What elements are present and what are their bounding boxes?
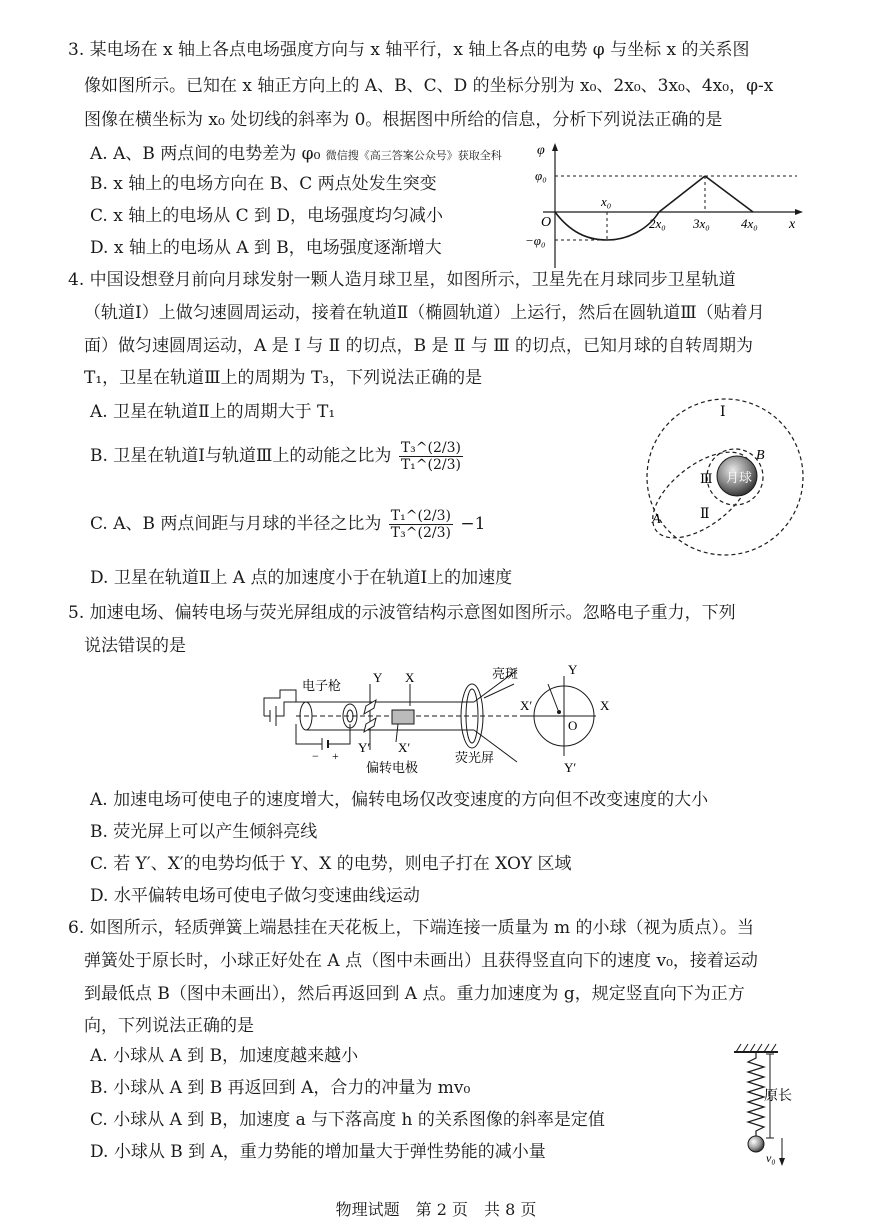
q6-option-d: D. 小球从 B 到 A，重力势能的增加量大于弹性势能的减小量 xyxy=(90,1142,546,1162)
fraction-denominator: T₃^(2/3) xyxy=(390,525,451,541)
q6-option-c: C. 小球从 A 到 B，加速度 a 与下落高度 h 的关系图像的斜率是定值 xyxy=(90,1110,605,1130)
phosphor-screen-label: 荧光屏 xyxy=(455,750,495,765)
phi-axis-label: φ xyxy=(537,143,545,158)
fraction-numerator: T₃^(2/3) xyxy=(400,440,461,456)
origin-label: O xyxy=(541,215,552,230)
tick-x0: x₀ xyxy=(601,194,612,209)
q5-option-a: A. 加速电场可使电子的速度增大，偏转电场仅改变速度的方向但不改变速度的大小 xyxy=(90,790,709,810)
q3-option-c: C. x 轴上的电场从 C 到 D，电场强度均匀减小 xyxy=(90,206,444,226)
q6-stem-line-4: 向，下列说法正确的是 xyxy=(84,1016,254,1036)
x-plate-label: X xyxy=(405,670,415,685)
q4-stem-line-2: （轨道Ⅰ）上做匀速圆周运动，接着在轨道Ⅱ（椭圆轨道）上运行，然后在圆轨道Ⅲ（贴着月 xyxy=(84,303,765,323)
tick-4x0: 4x₀ xyxy=(741,216,758,231)
orbit2-label: Ⅱ xyxy=(700,507,710,522)
q5-oscilloscope-diagram xyxy=(262,662,627,781)
q5-option-c: C. 若 Y′、X′的电势均低于 Y、X 的电势，则电子打在 XOY 区域 xyxy=(90,854,572,874)
moon-label: 月球 xyxy=(726,470,753,485)
q4-option-c-text: C. A、B 两点间距与月球的半径之比为 xyxy=(90,514,382,534)
q4-stem-line-3: 面）做匀速圆周运动，A 是 Ⅰ 与 Ⅱ 的切点，B 是 Ⅱ 与 Ⅲ 的切点，已知月球的自转周期为 xyxy=(84,336,754,356)
q3-stem-line-1: 3. 某电场在 x 轴上各点电场强度方向与 x 轴平行，x 轴上各点的电势 φ 与坐标 x 的关系图 xyxy=(68,40,750,60)
q4-option-b-fraction xyxy=(399,440,463,473)
orbit3-label: Ⅲ xyxy=(700,471,713,486)
q4-option-c-fraction xyxy=(389,508,453,541)
screen-y-label: Y xyxy=(568,662,578,677)
bright-spot-label: 亮斑 xyxy=(492,666,519,681)
q3-option-d: D. x 轴上的电场从 A 到 B，电场强度逐渐增大 xyxy=(90,238,442,258)
q6-spring-diagram xyxy=(728,1040,808,1174)
q6-stem-line-1: 6. 如图所示，轻质弹簧上端悬挂在天花板上，下端连接一质量为 m 的小球（视为质点）。当 xyxy=(68,918,755,938)
q4-option-c-tail: −1 xyxy=(460,514,486,534)
point-b-label: B xyxy=(756,448,765,463)
q3-phi-x-graph xyxy=(525,140,810,279)
v0-label: v₀ xyxy=(766,1151,776,1165)
fraction-numerator: T₁^(2/3) xyxy=(390,508,451,524)
screen-x-label: X xyxy=(600,698,610,713)
electron-gun-label: 电子枪 xyxy=(302,678,342,693)
q4-stem-line-4: T₁，卫星在轨道Ⅲ上的周期为 T₃，下列说法正确的是 xyxy=(84,368,483,388)
fraction-denominator: T₁^(2/3) xyxy=(400,457,461,473)
watermark-text: 微信搜《高三答案公众号》获取全科 xyxy=(325,149,502,162)
point-a-label: A xyxy=(652,512,661,527)
natural-length-label: 原长 xyxy=(764,1089,792,1104)
q4-option-c xyxy=(90,508,485,541)
orbit1-label: Ⅰ xyxy=(720,405,726,420)
screen-origin-label: O xyxy=(568,718,578,733)
q4-orbit-diagram xyxy=(640,395,810,564)
q6-stem-line-3: 到最低点 B（图中未画出），然后再返回到 A 点。重力加速度为 g，规定竖直向下为正方 xyxy=(84,984,745,1004)
q4-option-a: A. 卫星在轨道Ⅱ上的周期大于 T₁ xyxy=(90,402,336,422)
q3-option-a xyxy=(90,144,502,166)
screen-y-prime-label: Y′ xyxy=(564,760,577,775)
screen-x-prime-label: X′ xyxy=(520,698,533,713)
tick-3x0: 3x₀ xyxy=(693,216,710,231)
neg-phi0-label: −φ₀ xyxy=(525,233,546,248)
q5-option-b: B. 荧光屏上可以产生倾斜亮线 xyxy=(90,822,318,842)
q5-option-d: D. 水平偏转电场可使电子做匀变速曲线运动 xyxy=(90,886,420,906)
deflection-plates-label: 偏转电极 xyxy=(366,760,419,775)
q3-stem-line-2: 像如图所示。已知在 x 轴正方向上的 A、B、C、D 的坐标分别为 x₀、2x₀、3x₀、4x₀，φ-x xyxy=(84,76,774,96)
q6-option-b: B. 小球从 A 到 B 再返回到 A，合力的冲量为 mv₀ xyxy=(90,1078,471,1098)
y-plate-label: Y xyxy=(373,670,383,685)
q5-stem-line-2: 说法错误的是 xyxy=(84,636,186,656)
q4-option-d: D. 卫星在轨道Ⅱ上 A 点的加速度小于在轨道Ⅰ上的加速度 xyxy=(90,568,513,588)
q3-stem-line-3: 图像在横坐标为 x₀ 处切线的斜率为 0。根据图中所给的信息，分析下列说法正确的是 xyxy=(84,110,723,130)
y-prime-plate-label: Y′ xyxy=(358,740,371,755)
q3-option-a-text: A. A、B 两点间的电势差为 φ₀ xyxy=(90,144,321,164)
tick-2x0: 2x₀ xyxy=(649,216,666,231)
q5-stem-line-1: 5. 加速电场、偏转电场与荧光屏组成的示波管结构示意图如图所示。忽略电子重力，下列 xyxy=(68,603,736,623)
q4-option-b xyxy=(90,440,465,473)
page-footer: 物理试题 第 2 页 共 8 页 xyxy=(335,1200,537,1219)
phi0-label: φ₀ xyxy=(535,168,547,183)
plus-terminal: + xyxy=(332,749,339,763)
x-axis-label: x xyxy=(789,217,796,232)
minus-terminal: − xyxy=(312,749,319,763)
x-prime-plate-label: X′ xyxy=(398,740,411,755)
q6-option-a: A. 小球从 A 到 B，加速度越来越小 xyxy=(90,1046,359,1066)
q4-option-b-text: B. 卫星在轨道Ⅰ与轨道Ⅲ上的动能之比为 xyxy=(90,446,392,466)
q4-stem-line-1: 4. 中国设想登月前向月球发射一颗人造月球卫星，如图所示，卫星先在月球同步卫星轨道 xyxy=(68,270,736,290)
q3-option-b: B. x 轴上的电场方向在 B、C 两点处发生突变 xyxy=(90,174,437,194)
q6-stem-line-2: 弹簧处于原长时，小球正好处在 A 点（图中未画出）且获得竖直向下的速度 v₀，接着运动 xyxy=(84,951,758,971)
